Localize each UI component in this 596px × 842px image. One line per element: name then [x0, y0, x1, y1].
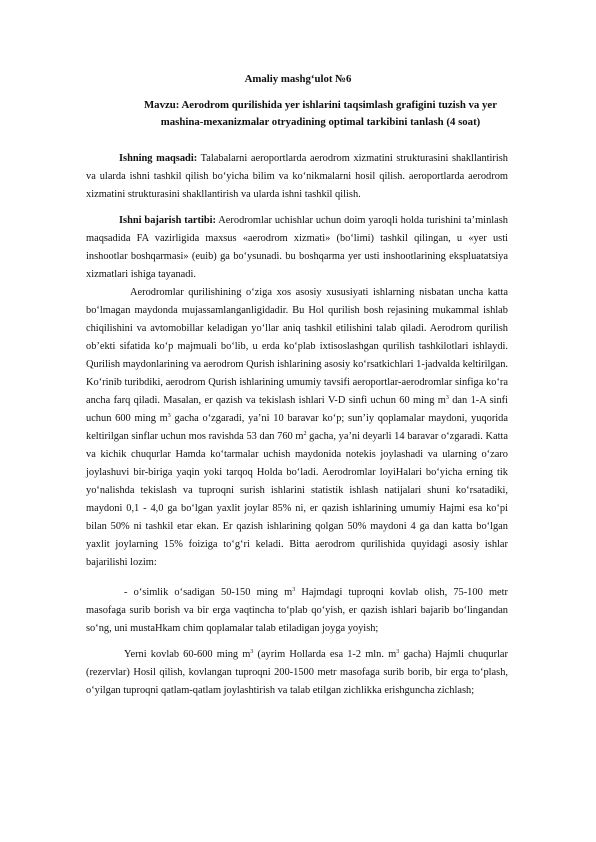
- goal-paragraph: [86, 150, 508, 204]
- page-title: Amaliy mashg‘ulot №6: [244, 73, 352, 85]
- procedure-text: Aerodromlar uchishlar uchun doim yaroqli holda turishini ta’minlash maqsadida FA vazirligida maxsus «aerodrom xizmati» (bo‘limi) tashkil qilingan, u «yer usti inshootlar boshqarmasi» (euib) ga bo‘ysunadi. bu boshqarma yer usti inshootlarining ekspluatatsiya xizmatlari ishiga tayanadi.: [86, 215, 508, 280]
- superscript: 3: [167, 413, 171, 419]
- main-text-c: gacha o‘zgaradi, ya’ni 10 baravar ko‘p; sun’iy qoplamalar maydoni, yuqorida keltirilgan sinflar uchun mos ravishda 53 dan 760 m: [86, 413, 508, 442]
- superscript: 3: [445, 395, 449, 401]
- list-item-excavation: [86, 646, 508, 700]
- item2-text-a: Yerni kovlab 60-600 ming m: [124, 649, 251, 660]
- superscript: 3: [250, 649, 254, 655]
- superscript: 3: [396, 649, 400, 655]
- goal-text: Talabalarni aeroportlarda aerodrom xizmatini strukturasini shakllantirish va ularda ishni tashkil qilish bo‘yicha bilim va ko‘nikmalarni hosil qilish. aeroportlarda aerodrom xizmatini strukturasini shakllantirish va ularda ishni tashkil qilish.: [86, 153, 508, 200]
- topic-line-2: mashina-mexanizmalar otryadining optimal tarkibini tanlash (4 soat): [160, 116, 481, 128]
- goal-label: Ishning maqsadi:: [119, 153, 198, 164]
- topic-heading: [120, 97, 521, 131]
- main-paragraph: [86, 284, 508, 572]
- main-text-b: dan 1-A sinfi uchun 600 ming m: [86, 395, 508, 424]
- superscript: 2: [303, 431, 307, 437]
- item2-text-c: gacha) Hajmli chuqurlar (rezervlar) Hosil qilish, kovlangan tuproqni 200-1500 metr masofaga surib borib, bir erga to‘plash, o‘yilgan tuproqni qatlam-qatlam joylashtirish va talab etilgan zichlikka erishguncha zichlash;: [86, 649, 508, 696]
- document-body: [86, 150, 508, 700]
- main-text-d: gacha, ya’ni deyarli 14 baravar o‘zgaradi. Katta va kichik chuqurlar Hamda ko‘tarmalar uchish maydonida notekis joylashadi va ularning o‘zaro joylashuvi bir-biriga yaqin yoki tarqoq Holda bo‘ladi. Aerodromlar loyiHalari bo‘yicha erning tik yo‘nalishda tekislash va tuproqni surish ishlarini statistik ishlash natijalari shuni ko‘rsatadiki, maydoni 0,1 - 4,0 ga bo‘lgan yaxlit joylar 85% ni, er qazish ishlarining umumiy Hajmi esa ko‘pi bilan 50% ni tashkil etar ekan. Er qazish ishlarining qolgan 50% maydoni 4 ga dan katta bo‘lgan yaxlit joylarning 15% foiziga to‘g‘ri keladi. Bitta aerodrom qurilishida quyidagi asosiy ishlar bajarilishi lozim:: [86, 431, 508, 568]
- topic-line-1: Mavzu: Aerodrom qurilishida yer ishlarini taqsimlash grafigini tuzish va yer: [143, 99, 498, 111]
- main-text-a: Aerodromlar qurilishining o‘ziga xos asosiy xususiyati ishlarning nisbatan uncha katta bo‘lmagan maydonda mujassamlanganligidadir. Bu Hol qurilish bosh rejasining mukammal ishlab chiqilishini va avtomobillar keladigan yo‘llar aniq tashkil etilishini talab qiladi. Aerodrom qurilish ob’ekti sifatida ko‘p majmuali bo‘lib, u erda ko‘plab ixtisoslashgan qurilish tashkilotlari ishlaydi. Qurilish maydonlarining va aerodrom Qurish ishlarining asosiy ko‘rsatkichlari 1-jadvalda keltirilgan. Ko‘rinib turibdiki, aerodrom Qurish ishlarining umumiy tavsifi aeroportlar-aerodromlar sinfiga ko‘ra ancha farq qiladi. Masalan, er qazish va tekislash ishlari V-D sinfi uchun 60 ming m: [86, 287, 508, 406]
- procedure-label: Ishni bajarish tartibi:: [119, 215, 216, 226]
- superscript: 3: [292, 587, 296, 593]
- item1-text-a: - o‘simlik o‘sadigan 50-150 ming m: [124, 587, 293, 598]
- item2-text-b: (ayrim Hollarda esa 1-2 mln. m: [253, 649, 397, 660]
- list-item-topsoil: [86, 584, 508, 638]
- procedure-paragraph: [86, 212, 508, 284]
- item1-text-b: Hajmdagi tuproqni kovlab olish, 75-100 metr masofaga surib borish va bir erga vaqtincha to‘plab qo‘yish, er qazish ishlari bajarib bo‘lingandan so‘ng, uni mustaHkam chim qoplamalar talab etiladigan joyga yoyish;: [86, 587, 508, 634]
